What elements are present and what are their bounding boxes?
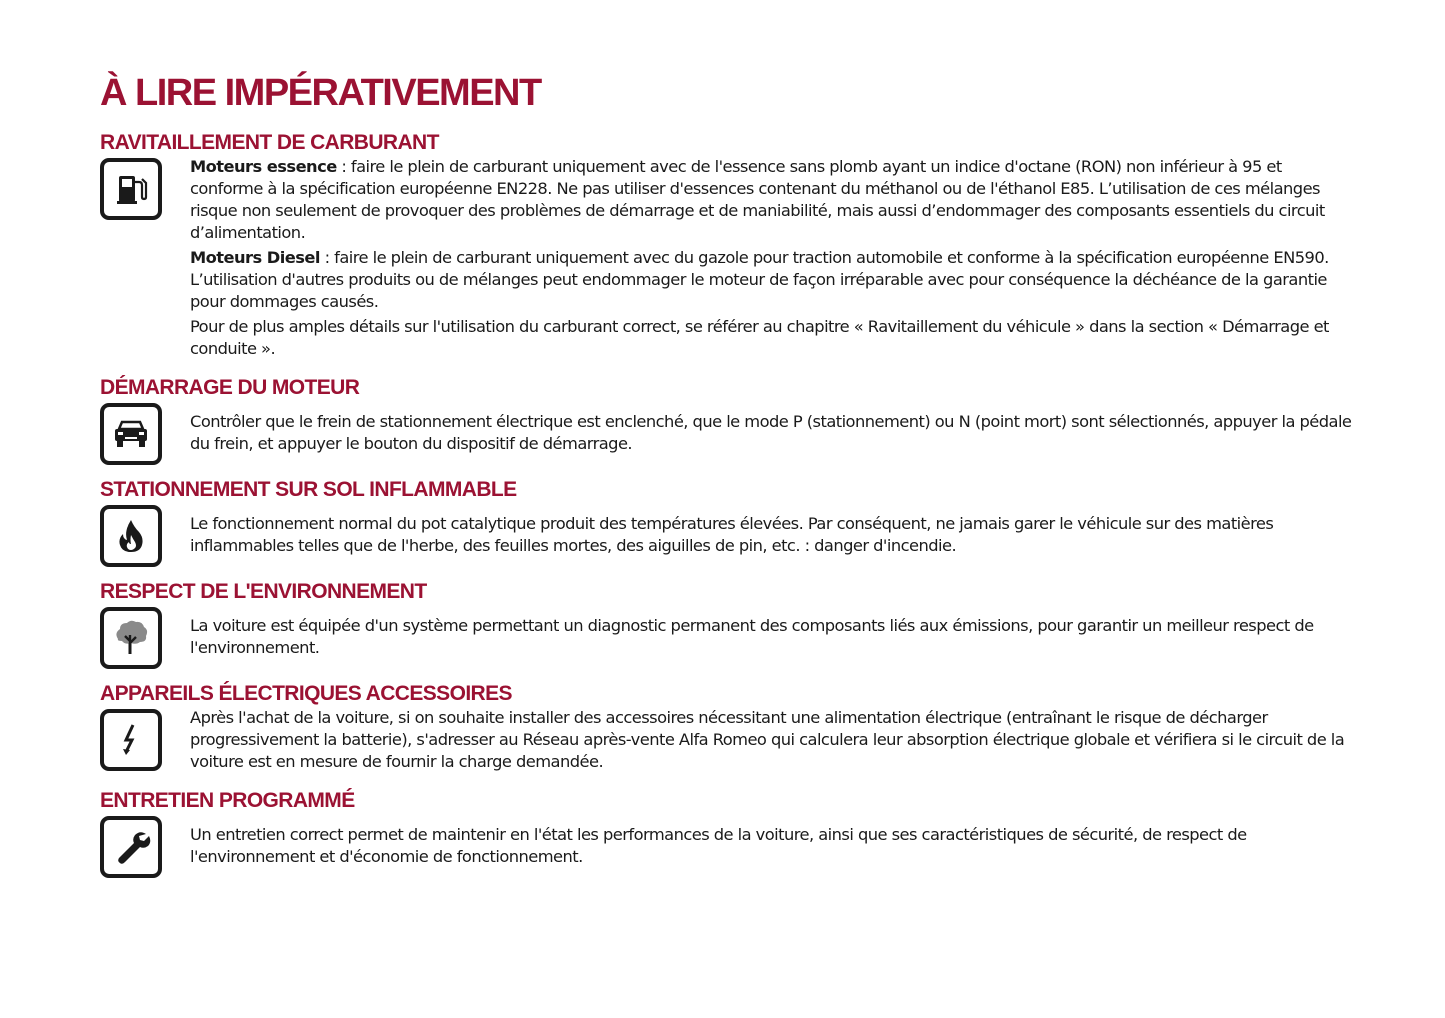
- page: [100, 70, 1355, 878]
- paragraph-text: La voiture est équipée d'un système permettant un diagnostic permanent des composants liés aux émissions, pour garantir un meilleur respect de l'environnement.: [190, 616, 1314, 657]
- paragraph: [190, 411, 1355, 455]
- tree-icon: [100, 607, 162, 669]
- paragraph-text: Après l'achat de la voiture, si on souhaite installer des accessoires nécessitant une alimentation électrique (entraînant le risque de décharger progressivement la batterie), s'adresser au Réseau après-vente Alfa Romeo qui calculera leur absorption électrique globale et vérifiera si le circuit de la voiture est en mesure de fournir la charge demandée.: [190, 708, 1345, 771]
- paragraph: [190, 707, 1355, 773]
- flame-icon: [100, 505, 162, 567]
- section-engine-start: [100, 375, 1355, 465]
- section-scheduled-maintenance: [100, 788, 1355, 878]
- paragraph: [190, 824, 1355, 868]
- paragraph: [190, 316, 1355, 360]
- section-title: RESPECT DE L'ENVIRONNEMENT: [100, 580, 427, 603]
- section-title: ENTRETIEN PROGRAMMÉ: [100, 789, 355, 812]
- section-flammable-ground: [100, 477, 1355, 567]
- section-text: [190, 814, 1355, 871]
- bold-label: Moteurs essence: [190, 157, 337, 176]
- wrench-icon: [100, 816, 162, 878]
- section-title: RAVITAILLEMENT DE CARBURANT: [100, 131, 439, 154]
- paragraph-text: Le fonctionnement normal du pot catalytique produit des températures élevées. Par conséquent, ne jamais garer le véhicule sur des matières inflammables telles que de l'herbe, des feuilles mortes, des aiguilles de pin, etc. : danger d'incendie.: [190, 514, 1274, 555]
- page-title: À LIRE IMPÉRATIVEMENT: [100, 72, 541, 114]
- paragraph: [190, 156, 1355, 244]
- lightning-icon: [100, 709, 162, 771]
- paragraph-text: : faire le plein de carburant uniquement avec du gazole pour traction automobile et conforme à la spécification européenne EN590. L’utilisation d'autres produits ou de mélanges peut endommager le moteur de façon irréparable avec pour conséquence la déchéance de la garantie pour dommages causés.: [190, 248, 1329, 311]
- paragraph-text: Contrôler que le frein de stationnement électrique est enclenché, que le mode P (stationnement) ou N (point mort) sont sélectionnés, appuyer la pédale du frein, et appuyer le bouton du dispositif de démarrage.: [190, 412, 1352, 453]
- section-title: STATIONNEMENT SUR SOL INFLAMMABLE: [100, 478, 517, 501]
- paragraph: [190, 615, 1355, 659]
- section-fuel: [100, 130, 1355, 363]
- section-text: [190, 503, 1355, 560]
- paragraph-text: : faire le plein de carburant uniquement avec de l'essence sans plomb ayant un indice d'octane (RON) non inférieur à 95 et conforme à la spécification européenne EN228. Ne pas utiliser d'essences contenant du méthanol ou de l'éthanol E85. L’utilisation de ces mélanges risque non seulement de provoquer des problèmes de démarrage et de maniabilité, mais aussi d’endommager des composants essentiels du circuit d’alimentation.: [190, 157, 1325, 242]
- section-title: APPAREILS ÉLECTRIQUES ACCESSOIRES: [100, 682, 512, 705]
- paragraph-text: Un entretien correct permet de maintenir en l'état les performances de la voiture, ainsi que ses caractéristiques de sécurité, de respect de l'environnement et d'économie de fonctionnement.: [190, 825, 1247, 866]
- section-electrical-accessories: [100, 681, 1355, 776]
- section-text: [190, 605, 1355, 662]
- section-text: [190, 707, 1355, 776]
- section-environment: [100, 579, 1355, 669]
- section-text: [190, 401, 1355, 458]
- section-title: DÉMARRAGE DU MOTEUR: [100, 376, 360, 399]
- section-text: [190, 156, 1355, 363]
- paragraph: [190, 247, 1355, 313]
- paragraph-text: Pour de plus amples détails sur l'utilisation du carburant correct, se référer au chapitre « Ravitaillement du véhicule » dans la section « Démarrage et conduite ».: [190, 317, 1329, 358]
- car-front-icon: [100, 403, 162, 465]
- paragraph: [190, 513, 1355, 557]
- bold-label: Moteurs Diesel: [190, 248, 320, 267]
- fuel-pump-icon: [100, 158, 162, 220]
